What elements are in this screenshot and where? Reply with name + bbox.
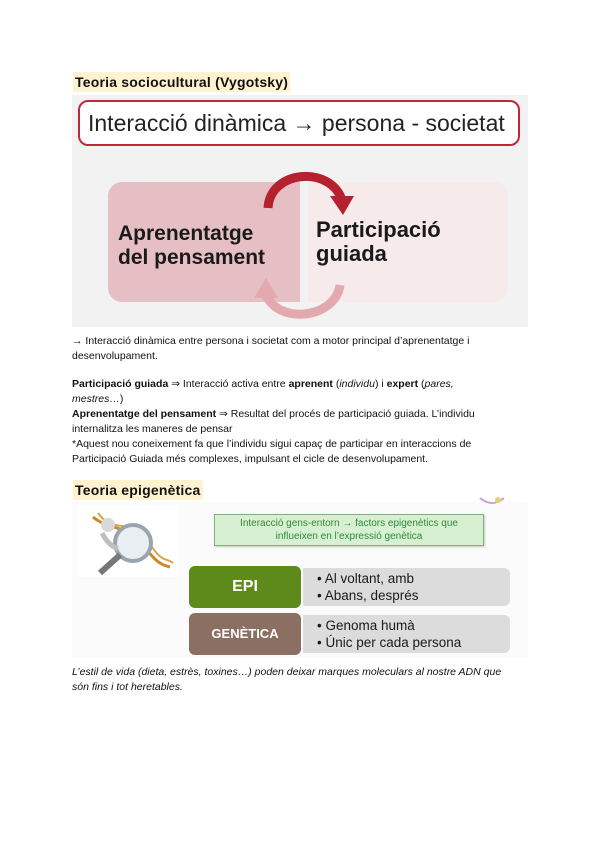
p1-mid: ⇒ Interacció activa entre [168, 378, 289, 390]
p2-text2: internalitza les maneres de pensar [72, 423, 233, 435]
left-box-line1: Aprenentatge [118, 222, 254, 245]
dna-magnifier-icon [78, 505, 178, 577]
decorative-corner-icon [478, 496, 506, 506]
epi-list [303, 568, 510, 606]
green-line2: influeixen en l’expressió genètica [275, 531, 423, 542]
epigenetic-footer [72, 665, 542, 695]
note-line1: *Aquest nou coneixement fa que l’individu sigui capaç de participar en interaccions de [72, 438, 472, 450]
genetics-list [303, 615, 510, 653]
green-line1: Interacció gens-entorn → factors epigenètics que [240, 518, 458, 529]
genetics-item: • Genoma humà [317, 617, 510, 634]
term-learner: aprenent [288, 378, 333, 390]
epi-label: EPI [189, 566, 301, 608]
footer-line1: L’estil de vida (dieta, estrès, toxines…) poden deixar marques moleculars al nostre ADN que [72, 666, 502, 678]
p1-paren: ( [418, 378, 425, 390]
intro-line1: → Interacció dinàmica entre persona i societat com a motor principal d’aprenentatge i [72, 335, 470, 347]
term-parents: pares, [424, 378, 454, 390]
left-box-line2: del pensament [118, 246, 266, 269]
p2-text1: ⇒ Resultat del procés de participació guiada. L’individu [216, 408, 475, 420]
guided-participation-paragraph [72, 377, 532, 467]
cycle-arrows-icon [250, 160, 360, 330]
section-title-sociocultural: Teoria sociocultural (Vygotsky) [75, 74, 289, 90]
intro-paragraph [72, 334, 532, 364]
epi-item: • Al voltant, amb [317, 570, 510, 587]
term-expert: expert [386, 378, 419, 390]
p1-close: ) i [374, 378, 387, 390]
banner-dynamic-interaction: Interacció dinàmica → persona - societat [78, 100, 520, 146]
term-individual: individu [339, 378, 375, 390]
section-title-epigenetic: Teoria epigenètica [75, 482, 201, 498]
genetics-item: • Únic per cada persona [317, 634, 510, 651]
term-learning-thought: Aprenentatge del pensament [72, 408, 217, 420]
p1-open: ( [332, 378, 340, 390]
epi-item: • Abans, després [317, 587, 510, 604]
intro-line2: desenvolupament. [72, 350, 158, 362]
term-teachers: mestres… [72, 393, 120, 405]
note-line2: Participació Guiada més complexes, impulsant el cicle de desenvolupament. [72, 453, 429, 465]
right-box-line1: Participació [316, 217, 441, 242]
genetics-label: GENÈTICA [189, 613, 301, 655]
gene-environment-box [214, 514, 484, 546]
p1-end: ) [119, 393, 124, 405]
term-guided-participation: Participació guiada [72, 378, 169, 390]
right-box-line2: guiada [316, 241, 387, 266]
footer-line2: són fins i tot heretables. [72, 681, 183, 693]
